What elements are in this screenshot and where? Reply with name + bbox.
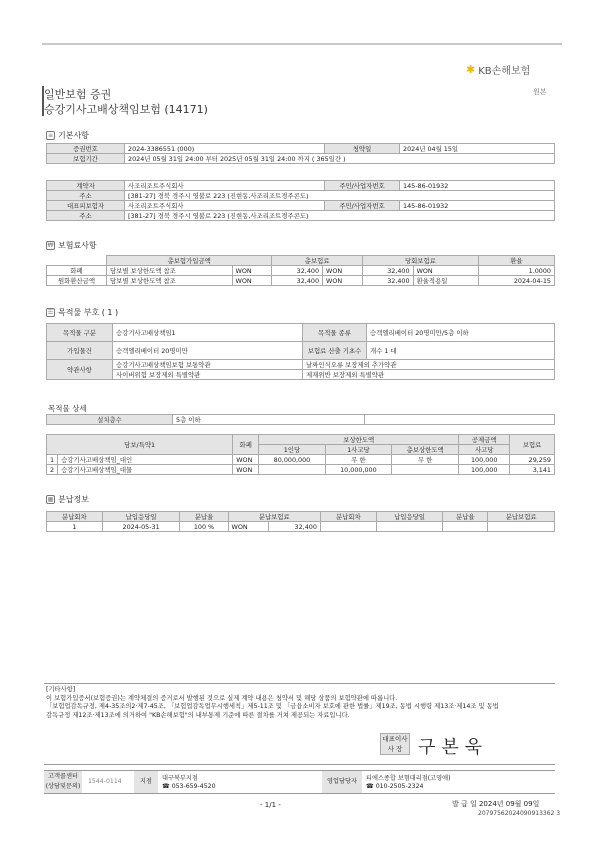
period-label: 보험기간 [47, 154, 125, 164]
cov-acc: 10,000,000 [325, 465, 391, 475]
ded-header: 공제금액 [459, 435, 510, 445]
callcenter-label-1: 고객콜센터 [48, 773, 78, 780]
footer-contacts [44, 770, 555, 794]
basic-table-2 [46, 180, 555, 221]
install-header: 납입응당일 [102, 512, 180, 522]
brand-name: KB손해보험 [478, 66, 531, 77]
subject-table [46, 323, 555, 380]
sub-date-label: 청약일 [325, 144, 400, 154]
branch-label: 지점 [134, 771, 158, 793]
install-empty [320, 522, 376, 532]
callcenter-label [44, 771, 82, 793]
cov-total: 무 한 [392, 455, 459, 465]
branch-tel-value: 053-659-4520 [171, 783, 216, 790]
type-label: 목적물 구분 [47, 324, 113, 342]
notes-title: [기타사항] [46, 686, 76, 693]
doc-title: 일반보험 증권 [44, 88, 112, 101]
contractor-regno: 145-86-01932 [400, 181, 555, 191]
period: 2024년 05월 31일 24:00 부터 2025년 05월 31일 24:00 까지 ( 365일간 ) [125, 154, 555, 164]
cov-no: 2 [47, 465, 58, 475]
floors-empty [365, 415, 555, 425]
section-subject-title: 목적물 부호 ( 1 ) [58, 308, 119, 317]
exchange-header: 환율 [478, 256, 554, 266]
install-row [47, 522, 555, 532]
contractor-label: 계약자 [47, 181, 125, 191]
document-icon: ≡ [47, 132, 54, 139]
premium-cur: WON [413, 266, 478, 276]
agent-label: 영업담당자 [322, 771, 362, 793]
won-icon: ₩ [47, 242, 54, 249]
section-basic [46, 130, 89, 141]
premium-cur: WON [232, 266, 272, 276]
install-empty [443, 522, 488, 532]
ded2-header: 사고당 [459, 445, 510, 455]
floors-label: 설치층수 [47, 415, 173, 425]
cov-cur: WON [233, 465, 259, 475]
premium-total: 32,400 [272, 276, 323, 286]
notes-line: 감독규정 제12조·제13조에 의거하여 "KB손해보험"의 내부통제 기준에 따른 절차를 거쳐 제공되는 자료입니다. [46, 711, 350, 719]
cov-name: 승강기사고배상책임_대물 [58, 465, 233, 475]
section-premium [46, 240, 97, 251]
premium-row-label: 원화환산금액 [47, 276, 107, 286]
policy-no-label: 증권번호 [47, 144, 125, 154]
notes-line: 이 보험가입증서(보험증권)는 계약체결의 증거로서 발행된 것으로 실제 계약 내용은 청약서 및 해당 상품의 보험약관에 따릅니다. [46, 694, 398, 702]
premium-table [46, 255, 555, 286]
prem-header: 보험료 [510, 435, 555, 455]
install-empty [488, 522, 555, 532]
copy-type: 원본 [533, 88, 547, 96]
branch-tel [162, 783, 216, 790]
clause-item: 사이버위험 보장제외 특별약관 [113, 370, 303, 380]
signature: 구본욱 [418, 737, 489, 758]
premium-total: 32,400 [272, 266, 323, 276]
calendar-icon: ▦ [47, 496, 54, 503]
total-prem-header: 총보험료 [272, 256, 363, 266]
coverage-table [46, 434, 555, 475]
insured-regno-label: 주민/사업자번호 [325, 201, 400, 211]
callcenter-number: 1544-0114 [88, 778, 122, 785]
install-header: 분납회차 [320, 512, 376, 522]
contractor: 사조리조트주식회사 [125, 181, 325, 191]
install-header: 납입응당일 [376, 512, 443, 522]
insured-regno: 145-86-01932 [400, 201, 555, 211]
type: 승강기사고배상책임1 [113, 324, 303, 342]
premium-rate: 2024-04-15 [478, 276, 554, 286]
sub-date: 2024년 04월 15일 [400, 144, 555, 154]
section-basic-title: 기본사항 [58, 131, 89, 140]
document-number: 20797562024090913362 3 [478, 810, 561, 817]
install-amount: 32,400 [269, 522, 321, 532]
cur-prem-header: 당회보험료 [362, 256, 478, 266]
cov-ded: 100,000 [459, 455, 510, 465]
premium-cur: WON [323, 266, 363, 276]
coverage-row [47, 465, 555, 475]
install-rate: 100 % [180, 522, 228, 532]
install-empty [376, 522, 443, 532]
cov-no: 1 [47, 455, 58, 465]
notes-line: 「보험업감독규정, 제4-35조의2·제7-45조, 「보험업감독업무시행세칙」제5-11조 및 「금융소비자 보호에 관한 법률」제19조, 동법 시행령 제13조·제14조 및 동법 [46, 703, 499, 710]
list-icon: ☰ [47, 309, 54, 316]
ceo-label [380, 733, 410, 755]
install-date: 2024-05-31 [102, 522, 180, 532]
basic-table-1 [46, 143, 555, 164]
page-number: - 1/1 - [260, 801, 281, 809]
section-install [46, 494, 89, 505]
install-header: 분납회차 [47, 512, 103, 522]
cond-label: 가입물건 [47, 342, 113, 360]
install-header: 분납보험료 [488, 512, 555, 522]
top-rule [42, 43, 562, 45]
cov-prem: 29,259 [510, 455, 555, 465]
floors-table [46, 414, 555, 425]
cov-name: 승강기사고배상책임_대인 [58, 455, 233, 465]
phone-icon: ☎ [162, 783, 172, 790]
install-header: 분납율 [180, 512, 228, 522]
cur-header: 화폐 [233, 435, 259, 455]
premium-corner [47, 256, 107, 266]
cov-cur: WON [233, 455, 259, 465]
cov-per: 80,000,000 [259, 455, 325, 465]
insured-addr: [381-27] 경북 경주시 영불로 223 (진현동,사조리조트경주콘도) [125, 211, 555, 221]
install-cur: WON [228, 522, 269, 532]
contractor-addr-label: 주소 [47, 191, 125, 201]
agent-name: 티에스종합 보험대리점(고영애) [366, 775, 451, 782]
premium-current: 32,400 [362, 266, 413, 276]
install-table [46, 511, 555, 532]
clause-item: 날짜인식오류 보장제외 추가약관 [303, 360, 555, 370]
section-premium-title: 보험료사항 [58, 241, 97, 250]
clause-item: 제재위반 보장제외 특별약관 [303, 370, 555, 380]
floors: 5층 이하 [173, 415, 365, 425]
premium-desc: 담보별 보상한도액 참조 [107, 276, 233, 286]
acc-header: 1사고당 [325, 445, 391, 455]
basis: 개수 1 대 [367, 342, 555, 360]
insured-label: 대표피보험자 [47, 201, 125, 211]
agent-tel [366, 783, 423, 790]
premium-cur: 환율적용일 [413, 276, 478, 286]
premium-row [47, 276, 555, 286]
basis-label: 보험료 산출 기초수 [303, 342, 367, 360]
contractor-addr: [381-27] 경북 경주시 영불로 223 (진현동,사조리조트경주콘도) [125, 191, 555, 201]
callcenter-label-2: (상담및문의) [45, 783, 81, 790]
cov-total [392, 465, 459, 475]
contractor-regno-label: 주민/사업자번호 [325, 181, 400, 191]
star-icon: ✱ [466, 63, 476, 76]
limit-header: 보상한도액 [259, 435, 459, 445]
premium-row-label: 화폐 [47, 266, 107, 276]
cov-ded: 100,000 [459, 465, 510, 475]
issue-date: 발 급 일 2024년 09월 09일 [452, 800, 540, 808]
insured-addr-label: 주소 [47, 211, 125, 221]
cov-header: 담보/특약1 [47, 435, 233, 455]
premium-cur: WON [323, 276, 363, 286]
section-install-title: 분납정보 [58, 495, 89, 504]
per-header: 1인당 [259, 445, 325, 455]
agent-tel-value: 010-2505-2324 [375, 783, 424, 790]
phone-icon: ☎ [366, 783, 376, 790]
section-subject [46, 307, 118, 318]
cov-acc: 무 한 [325, 455, 391, 465]
clause-label: 약관사항 [47, 360, 113, 380]
total-header: 총보상한도액 [392, 445, 459, 455]
kind-label: 목적물 종류 [303, 324, 367, 342]
branch-name: 대구북부지점 [162, 775, 198, 782]
kind: 승객엘리베이터 20명미만/5층 이하 [367, 324, 555, 342]
total-limit-header: 총보험가입금액 [107, 256, 272, 266]
cond: 승객엘리베이터 20명미만 [113, 342, 303, 360]
coverage-row [47, 455, 555, 465]
cov-per [259, 465, 325, 475]
premium-rate: 1.0000 [478, 266, 554, 276]
ceo-subtitle: 사 장 [387, 745, 403, 753]
premium-current: 32,400 [362, 276, 413, 286]
premium-row [47, 266, 555, 276]
cov-prem: 3,141 [510, 465, 555, 475]
brand-logo [466, 62, 530, 77]
install-no: 1 [47, 522, 103, 532]
detail-title: 목적물 상세 [48, 404, 87, 413]
install-header: 분납율 [443, 512, 488, 522]
ceo-title: 대표이사 [382, 735, 408, 743]
install-header: 분납보험료 [228, 512, 320, 522]
policy-no: 2024-3386551 (000) [125, 144, 325, 154]
premium-cur: WON [232, 276, 272, 286]
premium-desc: 담보별 보상한도액 참조 [107, 266, 233, 276]
insured: 사조리조트주식회사 [125, 201, 325, 211]
doc-subtitle: 승강기사고배상책임보험 (14171) [44, 103, 208, 116]
clause-item: 승강기사고배상책임보험 보통약관 [113, 360, 303, 370]
